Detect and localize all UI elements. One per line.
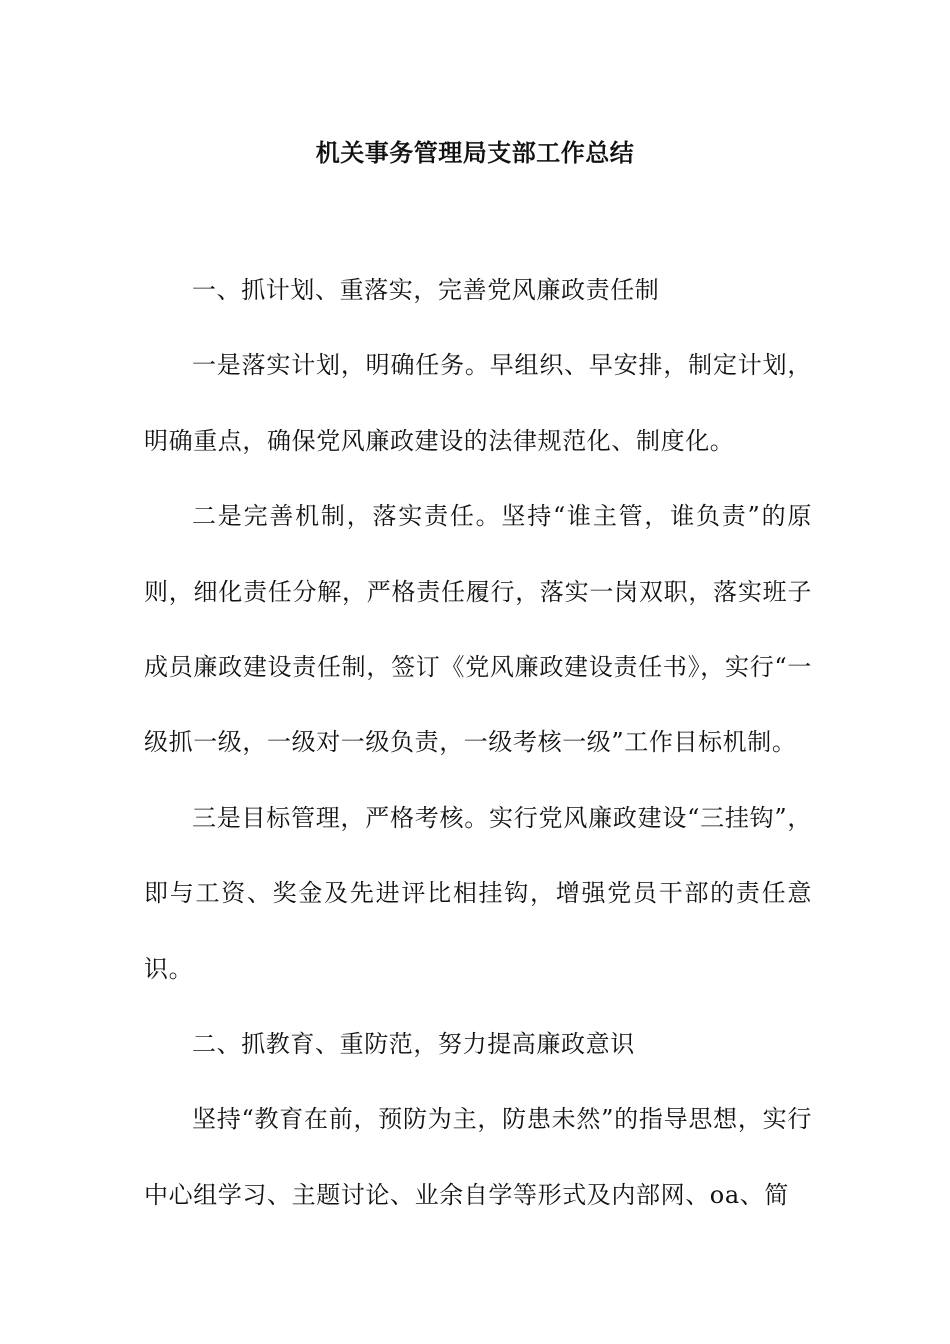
paragraph-education: 坚持“教育在前，预防为主，防患未然”的指导思想，实行中心组学习、主题讨论、业余自学等形式及内部网、oa、简	[144, 1105, 812, 1209]
paragraph-mechanism: 二是完善机制，落实责任。坚持“谁主管，谁负责”的原则，细化责任分解，严格责任履行，落实一岗双职，落实班子成员廉政建设责任制，签订《党风廉政建设责任书》，实行“一级抓一级，一级对一级负责，一级考核一级”工作目标机制。	[144, 502, 812, 757]
section-heading-1: 一、抓计划、重落实，完善党风廉政责任制	[192, 276, 660, 304]
document-body	[144, 253, 812, 1233]
document-title: 机关事务管理局支部工作总结	[315, 138, 635, 167]
paragraph-plan: 一是落实计划，明确任务。早组织、早安排，制定计划，明确重点，确保党风廉政建设的法律规范化、制度化。	[144, 351, 812, 455]
paragraph-assessment: 三是目标管理，严格考核。实行党风廉政建设“三挂钩”，即与工资、奖金及先进评比相挂钩，增强党员干部的责任意识。	[144, 803, 812, 983]
section-heading-2: 二、抓教育、重防范，努力提高廉政意识	[192, 1030, 635, 1059]
